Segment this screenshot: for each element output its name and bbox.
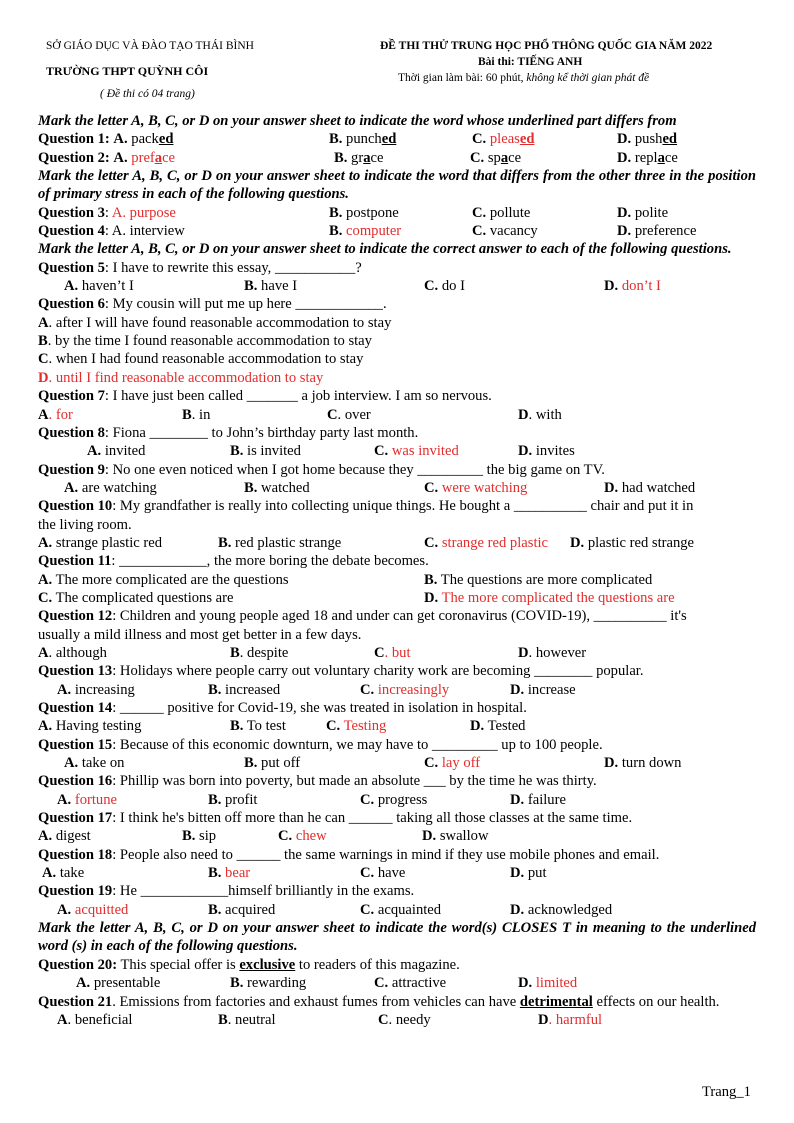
question-13-options: A. increasing B. increased C. increasingly D. increase bbox=[57, 681, 576, 698]
exam-header bbox=[0, 36, 794, 106]
exam-content bbox=[38, 112, 756, 1029]
question-12-cont: usually a mild illness and most get better in a few days. bbox=[38, 626, 362, 643]
question-7-options: A. for B. in C. over D. with bbox=[38, 406, 562, 423]
question-6-option-b: B. by the time I found reasonable accommodation to stay bbox=[38, 333, 372, 350]
question-14: Question 14: ______ positive for Covid-19, she was treated in isolation in hospital. bbox=[38, 700, 527, 716]
instruction-correct-answer: Mark the letter A, B, C, or D on your answer sheet to indicate the correct answer to each of the following questions. bbox=[38, 241, 732, 258]
question-8: Question 8: Fiona ________ to John’s birthday party last month. bbox=[38, 424, 419, 441]
question-6: Question 6: My cousin will put me up here ____________. bbox=[38, 296, 387, 313]
question-6-option-d: D. until I find reasonable accommodation to stay bbox=[38, 369, 324, 386]
question-8-options: A. invited B. is invited C. was invited D. invites bbox=[87, 443, 575, 460]
question-2: Question 2: A. preface B. grace C. space D. replace bbox=[38, 149, 678, 166]
question-18-options: A. take B. bear C. have D. put bbox=[42, 865, 547, 882]
option-b: B. punched bbox=[329, 131, 397, 148]
instruction-pronunciation: Mark the letter A, B, C, or D on your answer sheet to indicate the word whose underlined part differs from bbox=[38, 113, 677, 129]
pages-note: ( Đề thi có 04 trang) bbox=[100, 88, 195, 100]
question-6-option-c: C. when I had found reasonable accommodation to stay bbox=[38, 351, 364, 368]
question-13: Question 13: Holidays where people carry out voluntary charity work are becoming ________ popular. bbox=[38, 663, 644, 680]
question-11-options-ab: A. The more complicated are the questions B. The questions are more complicated bbox=[38, 571, 653, 588]
question-16-options: A. fortune B. profit C. progress D. failure bbox=[57, 791, 566, 808]
exam-title: ĐỀ THI THỬ TRUNG HỌC PHỔ THÔNG QUỐC GIA NĂM 2022 bbox=[380, 40, 713, 52]
question-11-options-cd: C. The complicated questions are D. The more complicated the questions are bbox=[38, 589, 675, 606]
question-11: Question 11: ____________, the more boring the debate becomes. bbox=[38, 553, 429, 570]
option-b: B. grace bbox=[334, 149, 384, 166]
time-note: Thời gian làm bài: 60 phút, không kể thời gian phát đề bbox=[398, 72, 650, 84]
question-5-options: A. haven’t I B. have I C. do I D. don’t I bbox=[64, 278, 661, 295]
question-12-options: A. although B. despite C. but D. however bbox=[38, 644, 587, 661]
question-3: Question 3: A. purpose B. postpone C. pollute D. polite bbox=[38, 204, 669, 221]
question-17-options: A. digest B. sip C. chew D. swallow bbox=[38, 828, 489, 845]
option-c: C. pleased bbox=[472, 131, 535, 148]
question-9-options: A. are watching B. watched C. were watching D. had watched bbox=[64, 479, 696, 496]
question-21-options: A. beneficial B. neutral C. needy D. harmful bbox=[57, 1011, 603, 1028]
instruction-stress: Mark the letter A, B, C, or D on your answer sheet to indicate the word that differs from the other three in the position of primary stress in each of the following questions. bbox=[38, 168, 756, 203]
question-10-options: A. strange plastic red B. red plastic strange C. strange red plastic D. plastic red strange bbox=[38, 534, 695, 551]
question-18: Question 18: People also need to ______ the same warnings in mind if they use mobile phones and email. bbox=[38, 846, 660, 863]
question-9: Question 9: No one even noticed when I got home because they _________ the big game on TV. bbox=[38, 461, 605, 478]
question-19-options: A. acquitted B. acquired C. acquainted D. acknowledged bbox=[57, 901, 613, 918]
question-20: Question 20: This special offer is exclusive to readers of this magazine. bbox=[38, 956, 460, 973]
option-d: D. replace bbox=[617, 149, 678, 166]
subject: Bài thi: TIẾNG ANH bbox=[478, 56, 583, 68]
school-name: TRƯỜNG THPT QUỲNH CÔI bbox=[46, 64, 209, 78]
question-6-option-a: A. after I will have found reasonable accommodation to stay bbox=[38, 314, 392, 331]
question-4: Question 4: A. interview B. computer C. vacancy D. preference bbox=[38, 223, 697, 240]
question-5: Question 5: I have to rewrite this essay, ___________? bbox=[38, 259, 362, 276]
question-7: Question 7: I have just been called _______ a job interview. I am so nervous. bbox=[38, 388, 492, 405]
page-number: Trang_1 bbox=[702, 1084, 751, 1100]
question-16: Question 16: Phillip was born into poverty, but made an absolute ___ by the time he was thirty. bbox=[38, 773, 597, 790]
question-15: Question 15: Because of this economic downturn, we may have to _________ up to 100 people. bbox=[38, 736, 603, 753]
question-14-options: A. Having testing B. To test C. Testing D. Tested bbox=[38, 718, 526, 735]
question-10-cont: the living room. bbox=[38, 516, 132, 533]
question-1: Question 1: A. packed B. punched C. pleased D. pushed bbox=[38, 131, 678, 148]
question-21: Question 21. Emissions from factories and exhaust fumes from vehicles can have detrimental effects on our health. bbox=[38, 993, 720, 1010]
option-c: C. space bbox=[470, 149, 522, 166]
instruction-closest-meaning: Mark the letter A, B, C, or D on your answer sheet to indicate the word(s) CLOSES T in meaning to the underlined word (s) in each of the following questions. bbox=[38, 920, 756, 955]
question-15-options: A. take on B. put off C. lay off D. turn down bbox=[64, 755, 682, 772]
question-17: Question 17: I think he's bitten off more than he can ______ taking all those classes at the same time. bbox=[38, 810, 633, 827]
question-10: Question 10: My grandfather is really into collecting unique things. He bought a __________ chair and put it in bbox=[38, 498, 694, 515]
department-name: SỞ GIÁO DỤC VÀ ĐÀO TẠO THÁI BÌNH bbox=[46, 40, 254, 52]
option-d: D. pushed bbox=[617, 131, 678, 148]
question-19: Question 19: He ____________himself brilliantly in the exams. bbox=[38, 883, 415, 900]
question-12: Question 12: Children and young people aged 18 and under can get coronavirus (COVID-19), __________ it's bbox=[38, 608, 687, 625]
question-20-options: A. presentable B. rewarding C. attractive D. limited bbox=[76, 975, 578, 992]
